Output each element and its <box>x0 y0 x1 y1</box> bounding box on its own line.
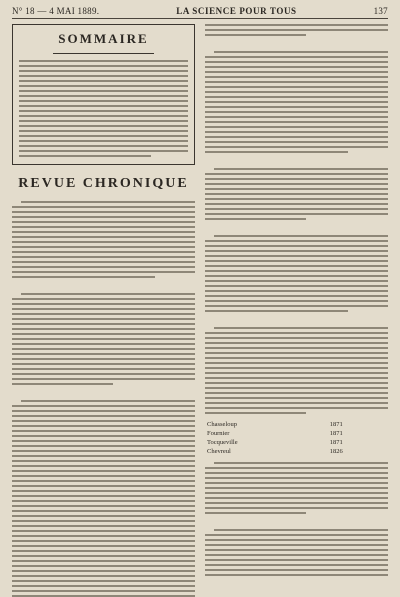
table-row <box>205 447 388 456</box>
revue-chronique-text-lines <box>12 201 195 597</box>
elections-year-cell: 1871 <box>329 421 343 428</box>
sommaire-box <box>12 24 195 165</box>
table-row <box>205 420 388 429</box>
right-column-text-lines-top <box>205 24 388 414</box>
revue-chronique-heading: REVUE CHRONIQUE <box>18 176 189 191</box>
sommaire-title: SOMMAIRE <box>58 31 149 46</box>
issue-number-date: N° 18 — 4 MAI 1889. <box>12 6 100 16</box>
table-row <box>205 429 388 438</box>
elections-year-cell: 1871 <box>329 430 343 437</box>
right-column <box>205 24 388 597</box>
sommaire-divider <box>53 53 154 54</box>
left-column <box>12 24 195 597</box>
elections-year-cell: 1871 <box>329 439 343 446</box>
page-number: 137 <box>373 6 388 16</box>
sommaire-text-lines <box>19 60 188 157</box>
elections-table <box>205 420 388 456</box>
table-row <box>205 438 388 447</box>
elections-name-cell: Chevreul <box>207 448 231 455</box>
right-column-text-lines-bottom <box>205 462 388 576</box>
elections-year-cell: 1826 <box>329 448 343 455</box>
elections-name-cell: Fournier <box>207 430 230 437</box>
journal-title: LA SCIENCE POUR TOUS <box>176 6 297 16</box>
two-column-layout <box>12 24 388 597</box>
running-header <box>12 6 388 19</box>
elections-name-cell: Tocqueville <box>207 439 238 446</box>
elections-name-cell: Chasseloup <box>207 421 237 428</box>
